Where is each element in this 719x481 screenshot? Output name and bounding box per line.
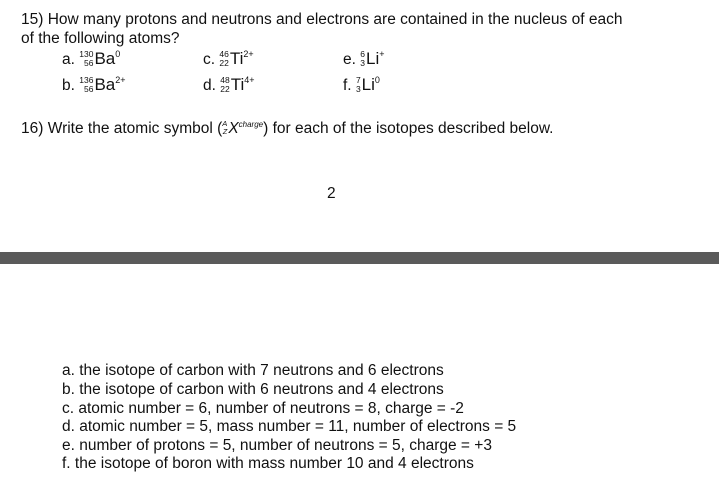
generic-isotope-notation xyxy=(222,120,263,138)
isotope-symbol xyxy=(219,49,253,69)
item-label: a. xyxy=(62,51,75,68)
q16-number: 16) xyxy=(21,120,44,137)
atomic-number-Z: Z xyxy=(222,126,228,136)
isotope-symbol xyxy=(220,75,254,95)
element-symbol-X: X xyxy=(228,120,239,137)
atomic-number: 22 xyxy=(220,83,230,94)
isotope-symbol xyxy=(79,49,120,69)
charge: 4+ xyxy=(244,75,255,85)
q16-item-c: c. atomic number = 6, number of neutrons = 8, charge = -2 xyxy=(62,400,464,417)
q16-item-f: f. the isotope of boron with mass number 10 and 4 electrons xyxy=(62,455,474,472)
element-symbol: Li xyxy=(365,49,380,68)
mass-number: 6 xyxy=(360,48,365,59)
item-label: b. xyxy=(62,77,75,94)
mass-number: 48 xyxy=(220,74,230,85)
q16-text-before: Write the atomic symbol ( xyxy=(47,120,223,137)
q15-item-a xyxy=(62,49,120,69)
isotope-symbol xyxy=(79,75,125,95)
q16-item-a: a. the isotope of carbon with 7 neutrons and 6 electrons xyxy=(62,362,444,379)
element-symbol: Ba xyxy=(94,75,116,94)
charge: 2+ xyxy=(243,49,254,59)
charge: + xyxy=(379,49,385,59)
element-symbol: Ti xyxy=(229,49,244,68)
q16-item-b: b. the isotope of carbon with 6 neutrons and 4 electrons xyxy=(62,381,444,398)
atomic-number: 56 xyxy=(83,83,94,94)
charge-label: charge xyxy=(238,120,264,129)
element-symbol: Li xyxy=(361,75,375,94)
mass-number: 130 xyxy=(79,48,94,59)
q16-item-e: e. number of protons = 5, number of neutrons = 5, charge = +3 xyxy=(62,437,492,454)
mass-number-A: A xyxy=(222,118,228,128)
atomic-number: 56 xyxy=(83,57,94,68)
q15-line2: of the following atoms? xyxy=(21,30,180,47)
q15-item-e xyxy=(343,49,384,69)
mass-number: 136 xyxy=(79,74,94,85)
q15-text-line1: How many protons and neutrons and electrons are contained in the nucleus of each xyxy=(47,11,623,28)
q15-item-c xyxy=(203,49,254,69)
mass-number: 46 xyxy=(219,48,229,59)
item-label: c. xyxy=(203,51,216,68)
charge: 2+ xyxy=(115,75,126,85)
q15-line1 xyxy=(21,11,622,29)
atomic-number: 3 xyxy=(355,83,361,94)
page-divider xyxy=(0,252,719,264)
q16-text-after: ) for each of the isotopes described below. xyxy=(263,120,554,137)
element-symbol: Ti xyxy=(230,75,245,94)
charge: 0 xyxy=(374,75,380,85)
q16-item-d: d. atomic number = 5, mass number = 11, number of electrons = 5 xyxy=(62,418,517,435)
q16-prompt xyxy=(21,120,554,138)
q15-item-b xyxy=(62,75,126,95)
charge: 0 xyxy=(115,49,121,59)
item-label: d. xyxy=(203,77,216,94)
atomic-number: 22 xyxy=(219,57,229,68)
atomic-number: 3 xyxy=(360,57,365,68)
q15-item-f xyxy=(343,75,380,95)
item-label: f. xyxy=(343,77,352,94)
isotope-symbol xyxy=(360,49,384,69)
page-number: 2 xyxy=(327,185,336,202)
element-symbol: Ba xyxy=(94,49,116,68)
mass-number: 7 xyxy=(355,74,361,85)
item-label: e. xyxy=(343,51,356,68)
q15-number: 15) xyxy=(21,11,44,28)
isotope-symbol xyxy=(356,75,380,95)
q15-item-d xyxy=(203,75,255,95)
